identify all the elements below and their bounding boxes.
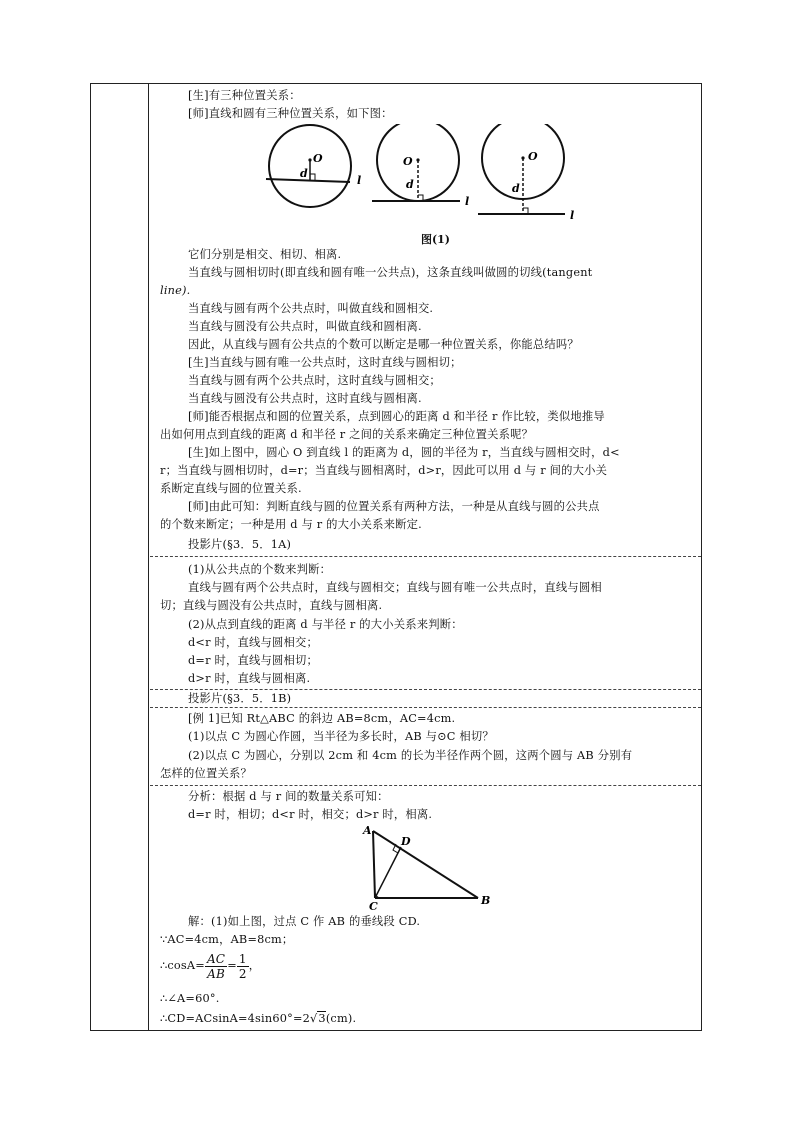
three-circles-figure: [260, 124, 600, 228]
figure-caption: 图(1): [420, 233, 451, 246]
equation-prefix: ∴cosA=: [160, 959, 205, 972]
text-line: 直线与圆有两个公共点时，直线与圆相交；直线与圆有唯一公共点时，直线与圆相: [188, 581, 602, 594]
content-column: [150, 84, 701, 1030]
text-line: 切；直线与圆没有公共点时，直线与圆相离.: [160, 599, 383, 612]
sqrt-radicand: 3: [318, 1012, 326, 1025]
divider: [150, 556, 701, 557]
label-d: d: [406, 178, 414, 191]
text-line: 怎样的位置关系？: [160, 767, 252, 780]
projection-label: 投影片(§3．5．1A): [188, 538, 292, 551]
text-line: [生]如上图中，圆心 O 到直线 l 的距离为 d，圆的半径为 r，当直线与圆相交时，d<: [188, 446, 620, 459]
section-projection-b: [150, 690, 701, 708]
text-line: ∴∠A=60°.: [160, 992, 220, 1005]
fraction-one-half: $\frac{1}{2}$: [238, 951, 247, 981]
lesson-table: [90, 83, 702, 1031]
text-line: 当直线与圆相切时(即直线和圆有唯一公共点)，这条直线叫做圆的切线(tangent: [188, 266, 593, 279]
text-line: [生]有三种位置关系：: [188, 89, 301, 102]
text-line: r；当直线与圆相切时，d=r；当直线与圆相离时，d>r，因此可以用 d 与 r 间的大小关: [160, 464, 608, 477]
left-column: [91, 84, 149, 1030]
triangle-figure: [360, 824, 500, 912]
section-summary-a: [150, 558, 701, 688]
label-o: O: [528, 150, 538, 163]
text-line: 解：(1)如上图，过点 C 作 AB 的垂线段 CD.: [188, 915, 421, 928]
text-line: 当直线与圆有两个公共点时，叫做直线和圆相交.: [188, 302, 434, 315]
text-line: 当直线与圆没有公共点时，这时直线与圆相离.: [188, 392, 422, 405]
text-line: ∵AC=4cm，AB=8cm；: [160, 933, 294, 946]
text-line: 当直线与圆有两个公共点时，这时直线与圆相交；: [188, 374, 441, 387]
text-line: (1)从公共点的个数来判断：: [188, 563, 332, 576]
section-solution: [150, 787, 701, 1031]
equation-suffix: ，: [248, 959, 261, 972]
equation-prefix: ∴CD=ACsinA=4sin60°=2: [160, 1012, 311, 1025]
section-dialogue: [150, 84, 701, 566]
text-line: [师]直线和圆有三种位置关系，如下图：: [188, 107, 393, 120]
text-line: (2)从点到直线的距离 d 与半径 r 的大小关系来判断：: [188, 618, 463, 631]
cos-equation: [160, 951, 691, 987]
divider: [150, 785, 701, 786]
text-line: d<r 时，直线与圆相交；: [188, 636, 318, 649]
vertex-c: C: [369, 900, 378, 912]
label-d: d: [512, 182, 520, 195]
text-line: (2)以点 C 为圆心，分别以 2cm 和 4cm 的长为半径作两个圆，这两个圆与 AB 分别有: [188, 749, 633, 762]
text-line: line).: [160, 284, 191, 297]
text-line: 系断定直线与圆的位置关系.: [160, 482, 302, 495]
text-line: 的个数来断定；一种是用 d 与 r 的大小关系来断定.: [160, 518, 422, 531]
equation-suffix: (cm).: [325, 1012, 357, 1025]
vertex-d: D: [401, 835, 411, 848]
text-line: (1)以点 C 为圆心作圆，当半径为多长时，AB 与⊙C 相切？: [188, 730, 494, 743]
label-o: O: [313, 152, 323, 165]
text-line: 分析：根据 d 与 r 间的数量关系可知：: [188, 790, 389, 803]
vertex-b: B: [481, 894, 491, 907]
vertex-a: A: [363, 824, 372, 837]
equals-sign: =: [227, 959, 237, 972]
text-line: [生]当直线与圆有唯一公共点时，这时直线与圆相切；: [188, 356, 462, 369]
text-line: 出如何用点到直线的距离 d 和半径 r 之间的关系来确定三种位置关系呢？: [160, 428, 534, 441]
text-line: 当直线与圆没有公共点时，叫做直线和圆相离.: [188, 320, 422, 333]
label-d: d: [300, 167, 308, 180]
label-o: O: [403, 155, 413, 168]
text-line: 因此，从直线与圆有公共点的个数可以断定是哪一种位置关系，你能总结吗？: [188, 338, 579, 351]
section-example: [150, 709, 701, 785]
text-line: [例 1]已知 Rt△ABC 的斜边 AB=8cm，AC=4cm.: [188, 712, 456, 725]
text-line: 它们分别是相交、相切、相离.: [188, 248, 342, 261]
cd-equation: ∴CD=ACsinA=4sin60°=2√3(cm).: [160, 1012, 357, 1025]
text-line: [师]由此可知：判断直线与圆的位置关系有两种方法，一种是从直线与圆的公共点: [188, 500, 600, 513]
fraction-ac-ab: $\frac{AC}{AB}$: [206, 951, 226, 981]
text-line: [师]能否根据点和圆的位置关系，点到圆心的距离 d 和半径 r 作比较，类似地推导: [188, 410, 605, 423]
projection-label: 投影片(§3．5．1B): [188, 692, 292, 705]
label-l: l: [465, 195, 470, 208]
label-l: l: [570, 209, 575, 222]
text-line: d>r 时，直线与圆相离.: [188, 672, 311, 685]
text-line: d=r 时，直线与圆相切；: [188, 654, 318, 667]
label-l: l: [357, 174, 362, 187]
text-line: d=r 时，相切；d<r 时，相交；d>r 时，相离.: [188, 808, 433, 821]
divider: [150, 707, 701, 708]
